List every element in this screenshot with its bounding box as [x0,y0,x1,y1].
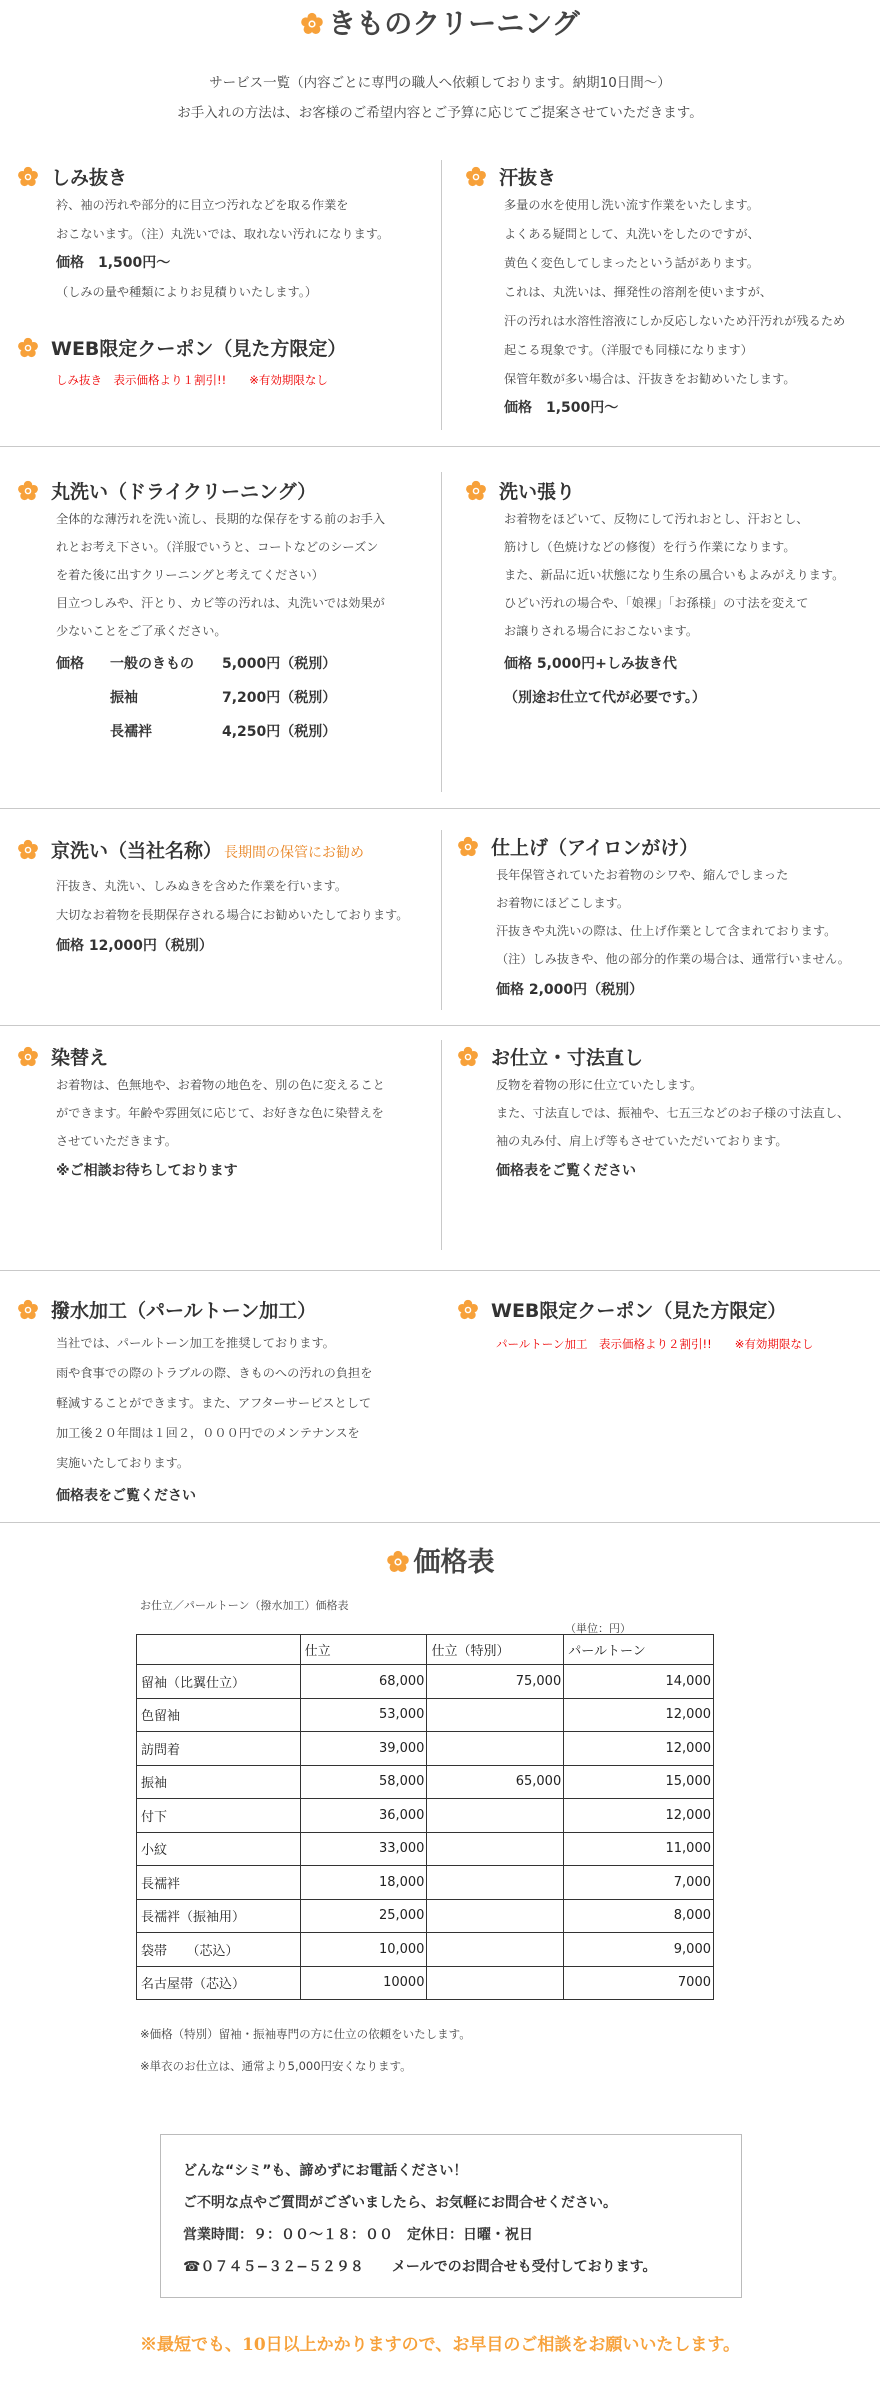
price-cell: 14,000 [564,1665,714,1699]
body-line: 目立つしみや、汗とり、カビ等の汚れは、丸洗いでは効果が [56,596,385,610]
price: 価格 1,500円〜 [504,400,619,416]
price-cell: 10000 [300,1966,427,2000]
body-line: 多量の水を使用し洗い流す作業をいたします。 [504,198,759,212]
section-araihari [468,479,844,715]
price-note: ※ご相談お待ちしております [56,1163,238,1179]
price: 価格 1,500円〜 [56,255,171,271]
column-divider [441,1040,442,1250]
body-line: 起こる現象です。（洋服でも同様になります） [504,343,753,357]
body-line: 汗抜きや丸洗いの際は、仕上げ作業として含まれております。 [496,924,837,938]
orange-flower-icon [17,480,39,502]
price-cell [427,1866,564,1900]
note: （しみの量や種類によりお見積りいたします。） [56,285,318,299]
orange-flower-icon [457,1299,479,1321]
price: 価格 12,000円（税別） [56,938,213,954]
body-line: ができます。年齢や雰囲気に応じて、お好きな色に染替えを [56,1106,384,1120]
item-name-cell: 名古屋帯（芯込） [137,1966,301,2000]
price-row: 振袖 7,200円（税別） [110,690,337,706]
table-row [137,1832,714,1866]
section-title: 丸洗い（ドライクリーニング） [51,481,317,503]
table-row [137,1933,714,1967]
footer-notice: ※最短でも、10日以上かかりますので、お早目のご相談をお願いいたします。 [140,2335,740,2355]
price-table [136,1634,714,2000]
body-line: お着物をほどいて、反物にして汚れおとし、汗おとし、 [504,512,809,526]
table-row [137,1765,714,1799]
contact-line: どんな“シミ”も、諦めずにお電話ください！ [183,2163,468,2179]
body-line: （注）しみ抜きや、他の部分的作業の場合は、通常行いません。 [496,952,850,966]
item-name-cell: 留袖（比翼仕立） [137,1665,301,1699]
column-divider [441,160,442,430]
body-line: お着物は、色無地や、お着物の地色を、別の色に変えること [56,1078,385,1092]
section-title: WEB限定クーポン（見た方限定） [51,338,347,360]
section-kyoarai [20,838,408,962]
body-line: 保管年数が多い場合は、汗抜きをお勧めいたします。 [504,372,796,386]
orange-flower-icon [386,1550,410,1574]
body-line: 汗抜き、丸洗い、しみぬきを含めた作業を行います。 [56,879,348,893]
price-note: 価格表をご覧ください [496,1163,636,1179]
item-name-cell: 振袖 [137,1765,301,1799]
column-divider [441,472,442,792]
price-cell: 9,000 [564,1933,714,1967]
intro [0,68,880,128]
price-table-title: 価格表 [0,1540,880,1579]
body-line: お譲りされる場合におこないます。 [504,624,699,638]
section-title: 洗い張り [499,481,576,503]
section-somekae [20,1045,385,1187]
coupon-text: しみ抜き 表示価格より１割引!! ※有効期限なし [56,373,328,387]
body-line: 全体的な薄汚れを洗い流し、長期的な保存をする前のお手入 [56,512,386,526]
price-cell: 15,000 [564,1765,714,1799]
orange-flower-icon [465,480,487,502]
coupon-text: パールトーン加工 表示価格より２割引!! ※有効期限なし [496,1337,814,1351]
body-line: れとお考え下さい。（洋服でいうと、コートなどのシーズン [56,540,379,554]
table-row [137,1899,714,1933]
item-name-cell: 色留袖 [137,1698,301,1732]
price-cell: 33,000 [300,1832,427,1866]
price-cell [427,1832,564,1866]
price-table-caption: お仕立／パールトーン（撥水加工）価格表 [140,1599,349,1612]
body-line: 大切なお着物を長期保存される場合にお勧めいたしております。 [56,908,409,922]
price-cell: 11,000 [564,1832,714,1866]
page-title [0,2,880,42]
section-title: しみ抜き [51,167,128,189]
body-line: 汗の汚れは水溶性溶液にしか反応しないため汗汚れが残るため [504,314,846,328]
page-title-text: きものクリーニング [328,7,580,40]
table-row [137,1732,714,1766]
section-maruarai [20,479,385,749]
body-line: を着た後に出すクリーニングと考えてください） [56,568,324,582]
price-cell [427,1799,564,1833]
orange-flower-icon [17,839,39,861]
orange-flower-icon [17,1299,39,1321]
table-header-row [137,1635,714,1665]
item-name-cell: 訪問着 [137,1732,301,1766]
body-line: 黄色く変色してしまったという話があります。 [504,256,759,270]
price: 価格 5,000円+しみ抜き代 [504,656,677,672]
price-cell [427,1899,564,1933]
body-line: また、寸法直しでは、振袖や、七五三などのお子様の寸法直し、 [496,1106,850,1120]
divider [0,446,880,447]
price-note: 価格表をご覧ください [56,1488,196,1504]
divider [0,1025,880,1026]
section-coupon-1 [20,336,346,390]
price-cell: 68,000 [300,1665,427,1699]
section-title: 汗抜き [499,167,557,189]
body-line: また、新品に近い状態になり生糸の風合いもよみがえります。 [504,568,845,582]
section-subtitle: 長期間の保管にお勧め [224,845,365,861]
orange-flower-icon [17,337,39,359]
column-divider [441,830,442,1010]
business-hours: 営業時間：９：００〜１８：００ 定休日：日曜・祝日 [183,2227,533,2243]
section-shiage [460,835,850,1007]
item-name-cell: 小紋 [137,1832,301,1866]
price-cell: 65,000 [427,1765,564,1799]
orange-flower-icon [300,12,324,36]
orange-flower-icon [17,166,39,188]
price-cell: 8,000 [564,1899,714,1933]
divider [0,1522,880,1523]
section-shiminuki [20,165,389,307]
body-line: 加工後２０年間は１回２，０００円でのメンテナンスを [56,1426,360,1440]
section-oshitate [460,1045,849,1187]
phone-number[interactable]: ☎０７４５−３２−５２９８ メールでのお問合せも受付しております。 [183,2259,657,2275]
body-line: 袖の丸み付、肩上げ等もさせていただいております。 [496,1134,788,1148]
table-row [137,1966,714,2000]
contact-line: ご不明な点やご質問がございましたら、お気軽にお問合せください。 [183,2195,617,2211]
body-line: お着物にほどこします。 [496,896,630,910]
price-cell: 12,000 [564,1799,714,1833]
body-line: 長年保管されていたお着物のシワや、縮んでしまった [496,868,789,882]
divider [0,1270,880,1271]
section-asenuki [468,165,845,423]
body-line: これは、丸洗いは、揮発性の溶剤を使いますが、 [504,285,773,299]
item-name-cell: 長襦袢 [137,1866,301,1900]
item-name-cell: 長襦袢（振袖用） [137,1899,301,1933]
price-table-notes [140,2018,471,2082]
price-row: 長襦袢 4,250円（税別） [110,724,337,740]
body-line: おこないます。（注）丸洗いでは、取れない汚れになります。 [56,227,390,241]
price-list [56,647,385,749]
body-line: 反物を着物の形に仕立ていたします。 [496,1078,703,1092]
orange-flower-icon [465,166,487,188]
section-title: 撥水加工（パールトーン加工） [51,1300,317,1322]
item-name-cell: 袋帯 （芯込） [137,1933,301,1967]
table-row [137,1866,714,1900]
section-title: 染替え [51,1047,109,1069]
price-cell: 36,000 [300,1799,427,1833]
price-cell: 10,000 [300,1933,427,1967]
price-cell: 58,000 [300,1765,427,1799]
body-line: 軽減することができます。また、アフターサービスとして [56,1396,372,1410]
body-line: よくある疑問として、丸洗いをしたのですが、 [504,227,760,241]
column-header: 仕立（特別） [427,1635,564,1665]
price-cell: 18,000 [300,1866,427,1900]
body-line: 筋けし（色焼けなどの修復）を行う作業になります。 [504,540,796,554]
orange-flower-icon [457,836,479,858]
price-cell: 12,000 [564,1698,714,1732]
price-cell: 75,000 [427,1665,564,1699]
section-title: 仕上げ（アイロンがけ） [491,837,699,859]
body-line: 雨や食事での際のトラブルの際、きものへの汚れの負担を [56,1366,373,1380]
price-table-unit: （単位：円） [565,1622,631,1635]
item-name-cell: 付下 [137,1799,301,1833]
price-cell [427,1933,564,1967]
body-line: させていただきます。 [56,1134,177,1148]
price: 価格 2,000円（税別） [496,982,644,998]
section-hassui [20,1298,372,1514]
price-cell: 12,000 [564,1732,714,1766]
column-header [137,1635,301,1665]
orange-flower-icon [457,1046,479,1068]
section-coupon-2 [460,1298,813,1354]
body-line: 実施いたしております。 [56,1456,190,1470]
divider [0,808,880,809]
price-cell: 39,000 [300,1732,427,1766]
body-line: ひどい汚れの場合や、「娘裸」「お孫様」の寸法を変えて [504,596,809,610]
price-cell: 25,000 [300,1899,427,1933]
table-row [137,1665,714,1699]
table-row [137,1698,714,1732]
intro-line: サービス一覧（内容ごとに専門の職人へ依頼しております。納期10日間〜） [209,75,671,91]
body-line: 衿、袖の汚れや部分的に目立つ汚れなどを取る作業を [56,198,349,212]
price-note: （別途お仕立て代が必要です。） [504,690,706,706]
price-row: 価格 一般のきもの 5,000円（税別） [56,656,337,672]
price-cell: 7,000 [564,1866,714,1900]
note: ※価格（特別）留袖・振袖専門の方に仕立の依頼をいたします。 [140,2027,471,2041]
body-line: 少ないことをご了承ください。 [56,624,227,638]
column-header: 仕立 [300,1635,427,1665]
price-cell: 7000 [564,1966,714,2000]
section-title: WEB限定クーポン（見た方限定） [491,1300,787,1322]
note: ※単衣のお仕立は、通常より5,000円安くなります。 [140,2059,412,2073]
orange-flower-icon [17,1046,39,1068]
section-title: 京洗い（当社名称） [51,840,223,862]
contact-box [160,2134,742,2298]
body-line: 当社では、パールトーン加工を推奨しております。 [56,1336,335,1350]
price-cell [427,1698,564,1732]
intro-line: お手入れの方法は、お客様のご希望内容とご予算に応じてご提案させていただきます。 [177,105,703,121]
price-cell: 53,000 [300,1698,427,1732]
column-header: パールトーン [564,1635,714,1665]
section-title: お仕立・寸法直し [491,1047,644,1069]
price-cell [427,1732,564,1766]
price-cell [427,1966,564,2000]
table-row [137,1799,714,1833]
